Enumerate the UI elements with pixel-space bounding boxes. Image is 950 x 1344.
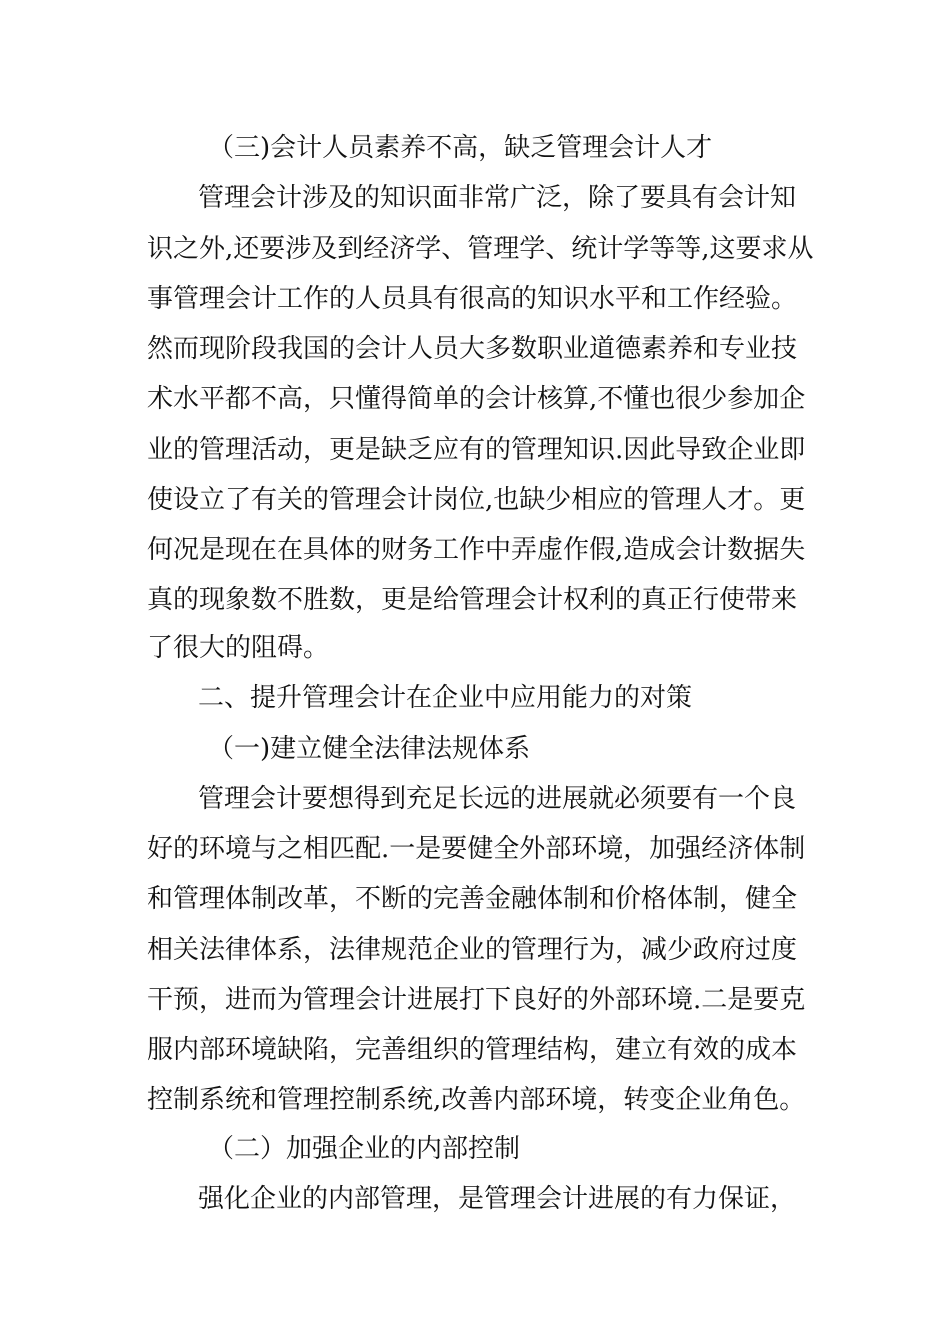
paragraph-line: 管理会计涉及的知识面非常广泛，除了要具有会计知 [198,183,797,213]
paragraph-line: 强化企业的内部管理，是管理会计进展的有力保证， [198,1184,797,1214]
paragraph-line: 然而现阶段我国的会计人员大多数职业道德素养和专业技 [147,334,798,364]
paragraph-line: 术水平都不高，只懂得简单的会计核算,不懂也很少参加企 [147,384,806,414]
paragraph-line: 控制系统和管理控制系统,改善内部环境，转变企业角色。 [147,1085,806,1115]
paragraph-line: 相关法律体系，法律规范企业的管理行为，减少政府过度 [147,935,798,965]
paragraph-line: 好的环境与之相匹配.一是要健全外部环境，加强经济体制 [147,834,806,864]
paragraph-line: 管理会计要想得到充足长远的进展就必须要有一个良 [198,784,797,814]
paragraph-line: 真的现象数不胜数，更是给管理会计权利的真正行使带来 [147,585,798,615]
paragraph-line: 干预，进而为管理会计进展打下良好的外部环境.二是要克 [147,985,806,1015]
subsection-heading-3: （三)会计人员素养不高，缺乏管理会计人才 [208,133,713,163]
paragraph-line: 服内部环境缺陷，完善组织的管理结构，建立有效的成本 [147,1035,798,1065]
paragraph-line: 何况是现在在具体的财务工作中弄虚作假,造成会计数据失 [147,535,806,565]
paragraph-line: 和管理体制改革，不断的完善金融体制和价格体制，健全 [147,884,798,914]
paragraph-line: 使设立了有关的管理会计岗位,也缺少相应的管理人才。更 [147,485,806,515]
paragraph-line: 业的管理活动，更是缺乏应有的管理知识.因此导致企业即 [147,435,806,465]
subsection-heading-1: （一)建立健全法律法规体系 [208,734,531,764]
paragraph-line: 了很大的阻碍。 [147,633,330,663]
section-heading-2: 二、提升管理会计在企业中应用能力的对策 [198,683,693,713]
paragraph-line: 识之外,还要涉及到经济学、管理学、统计学等等,这要求从 [147,234,814,264]
subsection-heading-2: （二）加强企业的内部控制 [208,1134,521,1164]
paragraph-line: 事管理会计工作的人员具有很高的知识水平和工作经验。 [147,284,798,314]
